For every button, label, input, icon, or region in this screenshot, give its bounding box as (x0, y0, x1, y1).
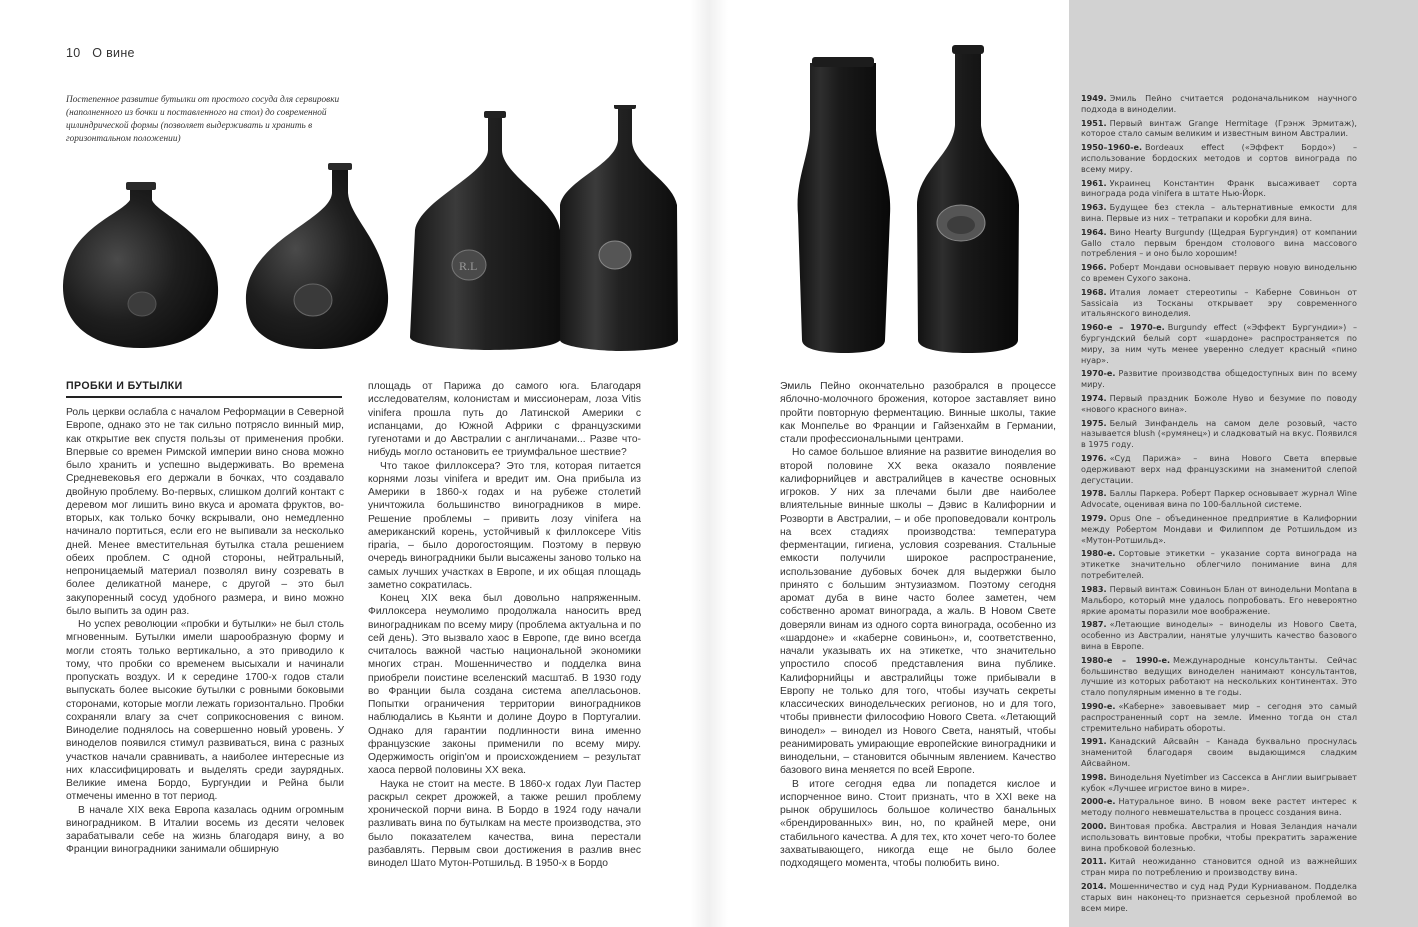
timeline-year: 1991. (1081, 736, 1107, 747)
section-heading: ПРОБКИ И БУТЫЛКИ (66, 380, 342, 398)
timeline-year: 2011. (1081, 856, 1107, 867)
timeline-entry (1081, 856, 1357, 878)
timeline-text: Первый праздник Божоле Нуво и безумие по поводу «нового красного вина». (1081, 393, 1357, 414)
bottle-mallet (246, 163, 388, 349)
timeline-year: 1970-е. (1081, 368, 1116, 379)
timeline-text: Канадский Айсвайн – Канада буквально проснулась знаменитой благодаря своим выдающимся сладким Айсвайном. (1081, 736, 1357, 769)
page-header (66, 46, 135, 60)
text-column-a (66, 406, 344, 857)
svg-text:R.L: R.L (459, 259, 478, 273)
timeline-year: 1974. (1081, 393, 1107, 403)
paragraph: В начале XIX века Европа казалась одним огромным виноградником. В Италии восемь из десяти человек зарабатывали себе на жизнь благодаря вину, а во Франции виноградники занимали обширную (66, 804, 344, 856)
paragraph: Эмиль Пейно окончательно разобрался в процессе яблочно-молочного брожения, которое заставляет вино пройти повторную ферментацию. Винные школы, такие как Монпелье во Франции и Гайзенхайм в Германии, стали профессиональными центрами. (780, 381, 1056, 445)
timeline-text: Натуральное вино. В новом веке растет интерес к методу полного невмешательства в процесс создания вина. (1081, 796, 1357, 818)
timeline-year: 1980-е – 1990-е. (1081, 654, 1171, 665)
timeline-text: Международные консультанты. Сейчас большинство ведущих виноделен нанимают консультантов, лучшие из которых работают на нескольких континентах. Это стало популярным именно в те годы. (1081, 654, 1357, 698)
timeline-text: Opus One – объединенное предприятие в Калифорнии между Робертом Мондави и Филиппом де Ротшильдом из «Мутон-Ротшильд». (1081, 513, 1357, 545)
timeline-entry (1081, 584, 1357, 617)
timeline-entry (1081, 322, 1357, 365)
bottle-tall-cylinder (560, 105, 678, 351)
timeline-year: 1978. (1081, 488, 1107, 499)
timeline-text: Вино Hearty Burgundy (Щедрая Бургундия) от компании Gallo стало первым брендом столового вина массового потребления – и оно было хорошим! (1081, 226, 1357, 259)
bottles-photo (60, 105, 690, 355)
paragraph: Что такое филлоксера? Это тля, которая питается корнями лозы vinifera и вредит им. Она прибыла из Америки в 1860-х годах и на рубеже столетий уничтожила большинство виноградников в мире. Решение проблемы – привить лозу vinifera на американский корень, устойчивый к филлоксере Vitis riparia, – было дорогостоящим. Поэтому в первую очередь виноградники были высажены заново только на самых лучших участках в Европе, и их общая площадь заметно сократилась. (368, 460, 641, 591)
timeline-text: Мошенничество и суд над Руди Курниаваном. Подделка старых вин наконец-то признается серьезной проблемой во всем мире. (1081, 880, 1357, 913)
timeline-year: 2000-е. (1081, 796, 1116, 807)
timeline-entry (1081, 418, 1357, 451)
timeline-entry (1081, 701, 1357, 734)
timeline-text: Bordeaux effect («Эффект Бордо») – использование бордоских методов и сортов винограда по всему миру. (1081, 142, 1357, 174)
timeline-year: 2014. (1081, 880, 1107, 891)
timeline-entry (1081, 393, 1357, 415)
timeline-entry (1081, 453, 1357, 486)
timeline-entry (1081, 655, 1357, 698)
timeline-text: Сортовые этикетки – указание сорта винограда на этикетке значительно облегчило понимание вина для потребителей. (1081, 548, 1357, 581)
timeline-year: 1949. (1081, 93, 1107, 103)
timeline-year: 1976. (1081, 453, 1107, 463)
text-column-b (368, 380, 641, 870)
timeline-text: Винтовая пробка. Австралия и Новая Зеландия начали использовать винтовые пробки, чтобы прекратить заражение вина пробковой болезнью. (1081, 820, 1357, 853)
timeline-entry (1081, 736, 1357, 769)
figure-caption: Постепенное развитие бутылки от простого сосуда для сервировки (наполненного из бочки и поставленного на стол) до современной цилиндрической формы (позволяет выдерживать и хранить в горизонтальном положении) (66, 95, 340, 144)
timeline-year: 1963. (1081, 202, 1107, 213)
timeline-year: 1990-е. (1081, 700, 1116, 711)
timeline-year: 1968. (1081, 286, 1107, 297)
timeline-entry (1081, 118, 1357, 140)
bottle-squat-cylinder (410, 111, 562, 350)
timeline-text: Белый Зинфандель на самом деле розовый, часто называется blush («румянец») и сладковатый на вкус. Появился в 1975 году. (1081, 417, 1357, 450)
timeline-text: Будущее без стекла – альтернативные емкости для вина. Первые из них – тетрапаки и коробки для вина. (1081, 202, 1357, 223)
timeline-entry (1081, 881, 1357, 914)
timeline-text: Китай неожиданно становится одной из важнейших стран мира по потреблению и производству вина. (1081, 856, 1357, 878)
bottle-onion (63, 182, 218, 348)
timeline-year: 1979. (1081, 513, 1107, 523)
timeline-list (1081, 93, 1357, 916)
paragraph: В итоге сегодня едва ли попадется кислое и испорченное вино. Стоит признать, что в XXI веке на рынок обрушилось большое количество банальных «брендированных» вин, но, по крайней мере, они стабильного качества. А для тех, кто хочет чего-то более захватывающего, никогда еще не было более подходящего момента, чтобы полюбить вино. (780, 778, 1056, 869)
bottles-photo-right (790, 45, 1040, 360)
timeline-entry (1081, 772, 1357, 794)
paragraph: Наука не стоит на месте. В 1860-х годах Луи Пастер раскрыл секрет дрожжей, а также решил проблему хронической порчи вина. В Бордо в 1924 году начали разливать вина по бутылкам на месте производства, это было показателем качества, вина перестали разбавлять. Первым свои достижения в разлив внес винодел Шато Мутон-Ротшильд. В 1950-х в Бордо (368, 778, 641, 869)
timeline-text: Италия ломает стереотипы – Каберне Совиньон от Sassicaia из Тосканы открывает эру современного итальянского виноделия. (1081, 286, 1357, 319)
paragraph: Роль церкви ослабла с началом Реформации в Северной Европе, однако это не так сильно потрясло винный мир, как открытие век спустя пользы от применения пробки. Впервые со времен Римской империи вино снова можно было хранить и успешно выдерживать. Во времена Средневековья его держали в бочках, что создавало двойную проблему. Во-первых, слишком долгий контакт с деревом мог лишить вино вкуса и аромата фруктов, во-вторых, как только бочку вскрывали, оно немедленно начинало портиться, если его не выпивали за несколько дней. Менее вместительная бутылка стала решением обеих проблем. С одной стороны, нейтральный, непроницаемый материал позволял вину созревать в более деликатной манере, с другой – это был закупоренный сосуд удобного размера, и вино можно было выпить за один раз. (66, 407, 344, 617)
timeline-entry (1081, 488, 1357, 510)
timeline-text: «Каберне» завоевывает мир – сегодня это самый распространенный сорт на земле. Именно тогда он стал стремительно набирать обороты. (1081, 700, 1357, 733)
page-number: 10 (66, 46, 81, 60)
timeline-entry (1081, 142, 1357, 175)
timeline-entry (1081, 287, 1357, 320)
timeline-year: 1983. (1081, 583, 1107, 594)
timeline-year: 2000. (1081, 820, 1107, 831)
paragraph: площадь от Парижа до самого юга. Благодаря исследователям, колонистам и миссионерам, лоза Vitis vinifera прошла путь до Латинской Америки с испанцами, до Южной Африки с французскими гугенотами и до Австралии с англичанами... Разве что-нибудь могло остановить ее триумфальное шествие? (368, 381, 641, 459)
timeline-year: 1966. (1081, 262, 1107, 273)
timeline-text: «Летающие виноделы» – виноделы из Нового Света, особенно из Австралии, нанятые улучшить качество базового вина в Европе. (1081, 619, 1357, 651)
timeline-year: 1960-е – 1970-е. (1081, 322, 1165, 333)
timeline-year: 1975. (1081, 417, 1107, 428)
timeline-entry (1081, 262, 1357, 284)
bottle-early-claret (798, 57, 891, 353)
paragraph: Но успех революции «пробки и бутылки» не был столь мгновенным. Бутылки имели шарообразную форму и могли стоять только вертикально, а это приводило к тому, что пробки со временем высыхали и начинали пропускать воздух. И к середине 1700-х годов стали выпускать более высокие бутылки с ровными боковыми сторонами, которые могли лежать горизонтально. Пробки сохраняли влагу за счет соприкосновения с вином. Виноделие поднялось на совершенно новый уровень. У виноделов появился стимул развиваться, вина с разных участков начали сравнивать, а наиболее интересные из них классифицировать и выделять среди заурядных. Великие имена Бордо, Бургундии и Рейна были отмечены именно в тот период. (66, 619, 344, 803)
gutter-shadow (690, 0, 728, 927)
timeline-entry (1081, 619, 1357, 652)
timeline-entry (1081, 821, 1357, 854)
timeline-text: «Суд Парижа» – вина Нового Света впервые одерживают верх над французскими на знаменитой слепой дегустации. (1081, 453, 1357, 485)
timeline-entry (1081, 796, 1357, 818)
timeline-entry (1081, 548, 1357, 581)
timeline-text: Роберт Мондави основывает первую новую винодельню со времен Сухого закона. (1081, 262, 1357, 283)
timeline-text: Винодельня Nyetimber из Сассекса в Англии выигрывает кубок «Лучшее игристое вино в мире». (1081, 771, 1357, 793)
timeline-year: 1987. (1081, 619, 1107, 630)
timeline-text: Развитие производства общедоступных вин по всему миру. (1081, 368, 1357, 390)
paragraph: Конец XIX века был довольно напряженным. Филлоксера неумолимо продолжала наносить вред виноградникам по всему миру (проблема актуальна и по сей день). Это вызвало хаос в Европе, где вино всегда считалось важной частью национальной экономики многих стран. Мошенничество и подделка вина приобрели поистине вселенский масштаб. В 1930 году во Франции была создана система апелласьонов. Попытки ограничения территории виноградников наблюдались в Кьянти и долине Доуро в Португалии. Однако для гарантии подлинности вина именно французские законы применили по всему миру. Одержимость origin'ом и происхождением – результат хаоса первой половины XX века. (368, 593, 641, 777)
timeline-year: 1964. (1081, 226, 1107, 237)
timeline-text: Первый винтаж Совиньон Блан от винодельни Montana в Мальборо, который мне удалось попробовать. Его невероятно яркие ароматы поразили мое воображение. (1081, 583, 1357, 616)
timeline-entry (1081, 368, 1357, 390)
paragraph: Но самое большое влияние на развитие виноделия во второй половине XX века оказало появление калифорнийцев и австралийцев в качестве основных игроков. У них за плечами были две наиболее влиятельные винные школы – Дэвис в Калифорнии и Розворти в Австралии, – и обе проповедовали контроль на всех стадиях производства: температура ферментации, гигиена, условия созревания. Стальные емкости получили широкое распространение, использование дубовых бочек для выдержки было принято с большим энтузиазмом. Поэтому сегодня аромат дуба в вине часто более заметен, чем собственно аромат винограда, а жаль. В Новом Свете доверяли винам из одного сорта винограда, особенно из «шардоне» и «каберне совиньон», и, соответственно, начали указывать их на этикетке, что значительно упростило способ представления вина публике. Калифорнийцы и австралийцы тоже прибывали в Европу не только для того, чтобы изучать секреты классических винодельческих регионов, но и для того, чтобы привнести философию Нового Света. «Летающий винодел» – винодел из Нового Света, нанятый, чтобы реанимировать умирающие европейские виноградники и винодельни, – становится обычным явлением. Качество базового вина меняется по всей Европе. (780, 447, 1056, 777)
timeline-entry (1081, 178, 1357, 200)
timeline-year: 1998. (1081, 771, 1107, 782)
text-column-c (780, 380, 1056, 870)
timeline-text: Первый винтаж Grange Hermitage (Грэнж Эрмитаж), которое стало самым великим и известным вином Австралии. (1081, 117, 1357, 139)
timeline-entry (1081, 513, 1357, 546)
timeline-text: Баллы Паркера. Роберт Паркер основывает журнал Wine Advocate, оценивая вина по 100-балльной системе. (1081, 488, 1357, 510)
timeline-year: 1950–1960-е. (1081, 142, 1143, 153)
bottle-modern-claret (917, 45, 1019, 353)
timeline-text: Украинец Константин Франк высаживает сорта винограда рода vinifera в штате Нью-Йорк. (1081, 177, 1357, 199)
timeline-year: 1980-е. (1081, 548, 1116, 559)
running-title: О вине (92, 46, 135, 60)
timeline-text: Burgundy effect («Эффект Бургундии») – бургундский белый сорт «шардоне» распространяется по миру, за ним чуть менее уверенно следует красный «пино нуар». (1081, 322, 1357, 365)
timeline-text: Эмиль Пейно считается родоначальником научного подхода в виноделии. (1081, 93, 1357, 114)
timeline-entry (1081, 202, 1357, 224)
timeline-entry (1081, 93, 1357, 115)
timeline-entry (1081, 227, 1357, 260)
timeline-year: 1951. (1081, 117, 1107, 128)
timeline-year: 1961. (1081, 177, 1107, 188)
